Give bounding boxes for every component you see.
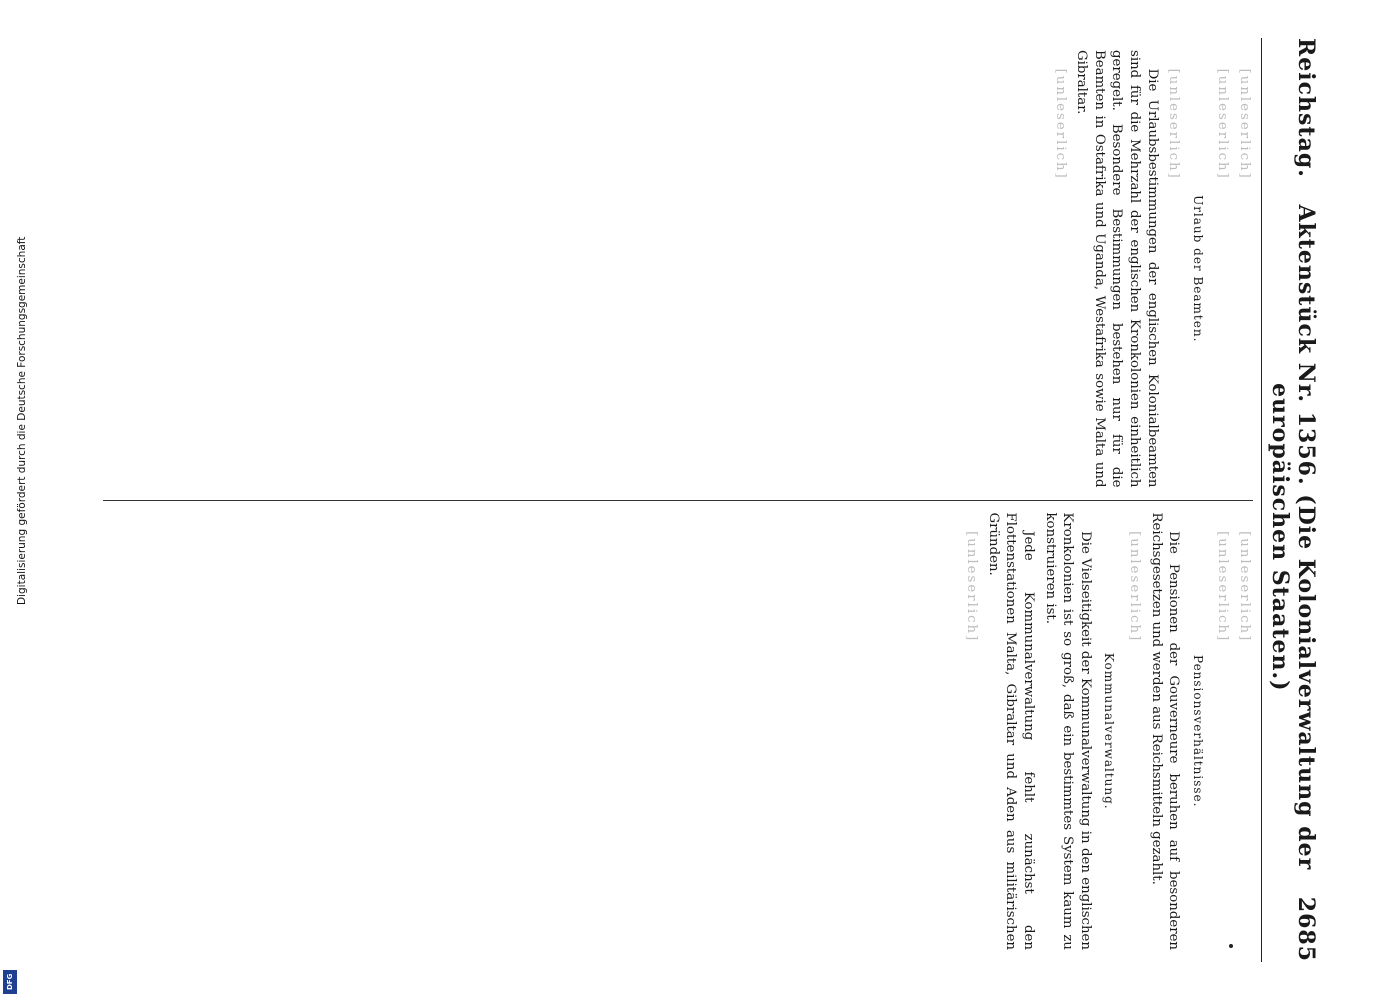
right-column xyxy=(103,500,1253,963)
paragraph: Jede Kommunalverwaltung fehlt zunächst den Flottenstationen Malta, Gibraltar und Aden aus militärischen Gründen. xyxy=(985,512,1037,950)
paragraph: [unleserlich] xyxy=(964,531,980,643)
text-columns xyxy=(103,38,1253,962)
paragraph: [unleserlich] xyxy=(1166,68,1182,180)
left-column xyxy=(103,38,1253,500)
paragraph: [unleserlich] xyxy=(1237,531,1252,643)
ink-dot xyxy=(1229,944,1233,948)
header-title: Aktenstück Nr. 1356. (Die Kolonialverwaltung der europäischen Staaten.) xyxy=(1267,204,1319,871)
paragraph: [unleserlich] xyxy=(1215,68,1231,180)
running-header xyxy=(1261,38,1319,962)
paragraph: [unleserlich] xyxy=(1127,531,1143,643)
digitization-credit: Digitalisierung gefördert durch die Deutsche Forschungsgemeinschaft xyxy=(16,236,28,605)
paragraph: Die Pensionen der Gouverneure beruhen auf besonderen Reichsgesetzen und werden aus Reichsmitteln gezahlt. xyxy=(1148,512,1182,950)
paragraph: [unleserlich] xyxy=(1052,68,1068,180)
header-left: Reichstag. xyxy=(1293,38,1319,178)
page-number: 2685 xyxy=(1293,896,1319,962)
paragraph: [unleserlich] xyxy=(1215,531,1231,643)
rotated-newspaper-page xyxy=(85,20,1325,980)
paragraph: Die Vielseitigkeit der Kommunalverwaltung in den englischen Kronkolonien ist so groß, daß ein bestimmtes System kaum zu konstruieren ist. xyxy=(1042,512,1093,950)
paragraph: Die Urlaubsbestimmungen der englischen Kolonialbeamten sind für die Mehrzahl der englischen Kronkolonien einheitlich geregelt. Besondere Bestimmungen bestehen nur für die Beamten in Ostafrika und Uganda, Westafrika sowie Malta und Gibraltar. xyxy=(1074,50,1160,488)
section-heading: Kommunalverwaltung. xyxy=(1102,652,1117,810)
dfg-logo-icon: DFG xyxy=(3,970,17,994)
paragraph: [unleserlich] xyxy=(1237,68,1252,180)
section-heading: Urlaub der Beamten. xyxy=(1190,195,1205,343)
section-heading: Pensionsverhältnisse. xyxy=(1190,655,1205,808)
